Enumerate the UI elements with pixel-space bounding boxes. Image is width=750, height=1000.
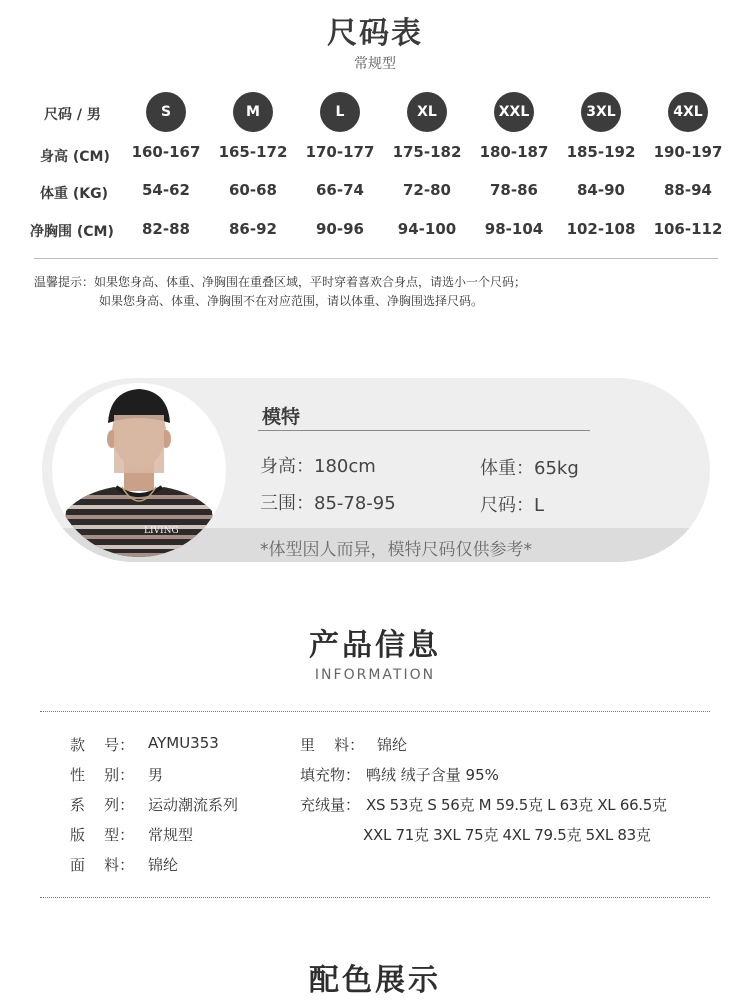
size-cell: 180-187	[479, 143, 549, 161]
size-cell: 88-94	[664, 181, 712, 199]
info-value-fill-weight-line-2: XXL 71克 3XL 75克 4XL 79.5克 5XL 83克	[363, 826, 651, 844]
size-badge: S	[146, 92, 186, 132]
size-chart-subtitle: 常规型	[354, 56, 396, 72]
size-tip-line-1: 温馨提示：如果您身高、体重、净胸围在重叠区域，平时穿着喜欢合身点，请选小一个尺码；	[34, 275, 527, 289]
size-cell: 82-88	[142, 220, 190, 238]
size-cell: 78-86	[490, 181, 538, 199]
model-title-underline	[258, 430, 590, 431]
info-value-style-no: AYMU353	[148, 734, 219, 752]
size-cell: 106-112	[653, 220, 723, 238]
row-label-chest: 净胸围 (CM)	[30, 224, 114, 240]
info-label-style-no: 款 号：	[70, 736, 135, 754]
shirt-print-text: LIVING	[144, 526, 179, 536]
info-label-fill-weight: 充绒量：	[300, 796, 361, 814]
model-measurements: 三围：85-78-95	[260, 493, 396, 514]
model-height: 身高：180cm	[260, 456, 376, 477]
size-cell: 72-80	[403, 181, 451, 199]
info-value-series: 运动潮流系列	[148, 796, 239, 814]
size-badge: XL	[407, 92, 447, 132]
info-value-filling: 鸭绒 绒子含量 95%	[366, 766, 499, 784]
info-value-fit: 常规型	[148, 826, 194, 844]
size-cell: 165-172	[218, 143, 288, 161]
size-badge: 4XL	[668, 92, 708, 132]
size-cell: 94-100	[397, 220, 457, 238]
info-value-lining: 锦纶	[377, 736, 408, 754]
size-cell: 102-108	[566, 220, 636, 238]
size-cell: 86-92	[229, 220, 277, 238]
model-title: 模特	[262, 406, 301, 428]
info-label-gender: 性 别：	[70, 766, 135, 784]
info-label-lining: 里 料：	[300, 736, 365, 754]
info-value-fabric: 锦纶	[148, 856, 179, 874]
size-cell: 54-62	[142, 181, 190, 199]
size-cell: 66-74	[316, 181, 364, 199]
dotted-divider	[40, 711, 710, 712]
size-cell: 98-104	[484, 220, 544, 238]
size-cell: 90-96	[316, 220, 364, 238]
size-cell: 175-182	[392, 143, 462, 161]
size-header-label: 尺码 / 男	[44, 107, 101, 123]
row-label-height: 身高 (CM)	[40, 149, 110, 165]
size-cell: 60-68	[229, 181, 277, 199]
product-info-title: 产品信息	[309, 628, 441, 663]
size-badge: L	[320, 92, 360, 132]
size-tip-line-2: 如果您身高、体重、净胸围不在对应范围，请以体重、净胸围选择尺码。	[99, 294, 484, 308]
info-label-series: 系 列：	[70, 796, 135, 814]
size-badge: 3XL	[581, 92, 621, 132]
model-photo-illustration	[52, 383, 226, 557]
info-label-filling: 填充物：	[300, 766, 361, 784]
size-badge: M	[233, 92, 273, 132]
dotted-divider	[40, 897, 710, 898]
row-label-weight: 体重 (KG)	[40, 186, 109, 202]
info-label-fabric: 面 料：	[70, 856, 135, 874]
product-info-subtitle: INFORMATION	[314, 667, 436, 683]
size-cell: 160-167	[131, 143, 201, 161]
size-badge: XXL	[494, 92, 534, 132]
size-chart-title: 尺码表	[327, 16, 423, 51]
model-photo	[52, 383, 226, 557]
color-display-title: 配色展示	[309, 963, 441, 998]
model-weight: 体重：65kg	[480, 458, 579, 479]
size-cell: 170-177	[305, 143, 375, 161]
size-cell: 185-192	[566, 143, 636, 161]
size-cell: 190-197	[653, 143, 723, 161]
model-note: *体型因人而异，模特尺码仅供参考*	[260, 540, 532, 560]
size-cell: 84-90	[577, 181, 625, 199]
info-value-gender: 男	[148, 766, 164, 784]
info-label-fit: 版 型：	[70, 826, 135, 844]
divider	[34, 258, 718, 259]
info-value-fill-weight: XS 53克 S 56克 M 59.5克 L 63克 XL 66.5克	[366, 796, 667, 814]
model-size: 尺码：L	[480, 495, 545, 516]
